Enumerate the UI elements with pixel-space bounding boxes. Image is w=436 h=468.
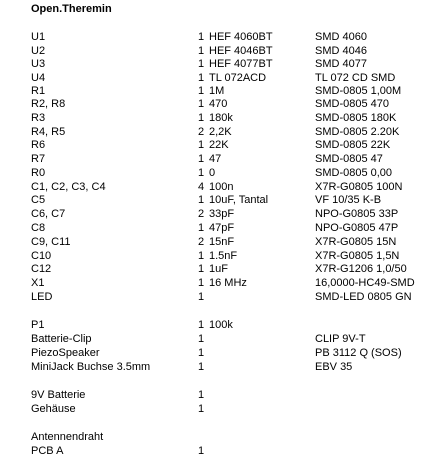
- part-quantity: 1: [198, 58, 205, 70]
- part-value: 180k: [209, 112, 233, 124]
- part-value: 470: [209, 98, 228, 110]
- part-reference: PCB A: [31, 445, 64, 457]
- part-value: 47: [209, 153, 222, 165]
- part-reference: C12: [31, 263, 52, 275]
- table-row: [0, 152, 436, 166]
- part-quantity: 1: [198, 85, 205, 97]
- part-number: SMD-0805 1,00M: [315, 85, 402, 97]
- part-number: SMD-0805 470: [315, 98, 389, 110]
- table-row: [0, 111, 436, 125]
- table-row: [0, 180, 436, 194]
- part-number: X7R-G1206 1,0/50: [315, 263, 407, 275]
- table-row: [0, 71, 436, 85]
- table-row: [0, 84, 436, 98]
- table-row: [0, 97, 436, 111]
- part-quantity: 4: [198, 181, 205, 193]
- table-row: [0, 430, 436, 444]
- part-quantity: 1: [198, 167, 205, 179]
- part-quantity: 1: [198, 347, 205, 359]
- part-quantity: 1: [198, 139, 205, 151]
- part-value: 0: [209, 167, 216, 179]
- table-row: [0, 276, 436, 290]
- part-value: 2,2K: [209, 126, 232, 138]
- part-value: HEF 4046BT: [209, 45, 273, 57]
- table-row: [0, 57, 436, 71]
- part-value: 15nF: [209, 236, 235, 248]
- part-number: 16,0000-HC49-SMD: [315, 277, 415, 289]
- part-value: TL 072ACD: [209, 72, 267, 84]
- part-reference: Batterie-Clip: [31, 333, 92, 345]
- part-reference: PiezoSpeaker: [31, 347, 100, 359]
- part-reference: C5: [31, 194, 46, 206]
- document-title: Open.Theremin: [31, 3, 112, 15]
- part-reference: C6, C7: [31, 208, 66, 220]
- part-number: NPO-G0805 33P: [315, 208, 399, 220]
- part-quantity: 1: [198, 333, 205, 345]
- table-row: [0, 138, 436, 152]
- part-reference: Antennendraht: [31, 431, 104, 443]
- part-quantity: 1: [198, 291, 205, 303]
- part-number: X7R-G0805 100N: [315, 181, 403, 193]
- part-number: SMD 4046: [315, 45, 367, 57]
- part-number: SMD-0805 0,00: [315, 167, 393, 179]
- part-reference: U4: [31, 72, 46, 84]
- part-number: SMD 4077: [315, 58, 367, 70]
- part-reference: P1: [31, 319, 45, 331]
- table-row: [0, 166, 436, 180]
- part-value: HEF 4077BT: [209, 58, 273, 70]
- table-row: [0, 332, 436, 346]
- part-number: X7R-G0805 15N: [315, 236, 397, 248]
- part-quantity: 2: [198, 208, 205, 220]
- part-value: 1uF: [209, 263, 228, 275]
- part-reference: C8: [31, 222, 46, 234]
- part-number: NPO-G0805 47P: [315, 222, 399, 234]
- part-number: EBV 35: [315, 361, 353, 373]
- part-value: 16 MHz: [209, 277, 247, 289]
- part-reference: C10: [31, 250, 52, 262]
- table-row: [0, 125, 436, 139]
- table-row: [0, 402, 436, 416]
- part-reference: C9, C11: [31, 236, 71, 248]
- part-reference: R3: [31, 112, 46, 124]
- table-row: [0, 207, 436, 221]
- part-number: SMD-0805 180K: [315, 112, 397, 124]
- part-quantity: 1: [198, 45, 205, 57]
- part-number: SMD-0805 22K: [315, 139, 391, 151]
- part-reference: U2: [31, 45, 46, 57]
- part-quantity: 1: [198, 72, 205, 84]
- part-number: TL 072 CD SMD: [315, 72, 396, 84]
- part-number: VF 10/35 K-B: [315, 194, 382, 206]
- part-number: SMD-0805 2.20K: [315, 126, 400, 138]
- table-row: [0, 30, 436, 44]
- part-value: 22K: [209, 139, 229, 151]
- part-quantity: 1: [198, 403, 205, 415]
- table-row: [0, 346, 436, 360]
- part-number: PB 3112 Q (SOS): [315, 347, 402, 359]
- part-number: SMD-0805 47: [315, 153, 383, 165]
- part-reference: 9V Batterie: [31, 389, 86, 401]
- part-reference: C1, C2, C3, C4: [31, 181, 106, 193]
- part-value: 100n: [209, 181, 234, 193]
- table-row: [0, 235, 436, 249]
- part-value: HEF 4060BT: [209, 31, 273, 43]
- part-quantity: 1: [198, 153, 205, 165]
- part-quantity: 1: [198, 319, 205, 331]
- part-value: 1M: [209, 85, 225, 97]
- table-row: [0, 290, 436, 304]
- part-quantity: 1: [198, 361, 205, 373]
- part-number: CLIP 9V-T: [315, 333, 366, 345]
- table-row: [0, 249, 436, 263]
- table-row: [0, 360, 436, 374]
- table-row: [0, 262, 436, 276]
- part-quantity: 1: [198, 31, 205, 43]
- part-quantity: 1: [198, 194, 205, 206]
- part-reference: Gehäuse: [31, 403, 76, 415]
- part-reference: R2, R8: [31, 98, 66, 110]
- part-value: 33pF: [209, 208, 235, 220]
- part-reference: LED: [31, 291, 53, 303]
- part-quantity: 1: [198, 112, 205, 124]
- table-row: [0, 44, 436, 58]
- part-reference: R6: [31, 139, 46, 151]
- part-value: 1.5nF: [209, 250, 238, 262]
- table-row: [0, 193, 436, 207]
- table-row: [0, 318, 436, 332]
- part-reference: U1: [31, 31, 46, 43]
- table-row: [0, 221, 436, 235]
- part-reference: X1: [31, 277, 45, 289]
- part-quantity: 2: [198, 236, 205, 248]
- part-quantity: 2: [198, 126, 205, 138]
- part-number: X7R-G0805 1,5N: [315, 250, 400, 262]
- part-number: SMD-LED 0805 GN: [315, 291, 412, 303]
- part-quantity: 1: [198, 389, 205, 401]
- part-reference: R7: [31, 153, 46, 165]
- part-number: SMD 4060: [315, 31, 367, 43]
- part-value: 100k: [209, 319, 233, 331]
- part-reference: R0: [31, 167, 46, 179]
- table-row: [0, 388, 436, 402]
- part-quantity: 1: [198, 222, 205, 234]
- part-quantity: 1: [198, 98, 205, 110]
- part-reference: U3: [31, 58, 46, 70]
- part-reference: R1: [31, 85, 46, 97]
- part-reference: MiniJack Buchse 3.5mm: [31, 361, 151, 373]
- part-quantity: 1: [198, 250, 205, 262]
- part-reference: R4, R5: [31, 126, 66, 138]
- part-quantity: 1: [198, 277, 205, 289]
- part-value: 10uF, Tantal: [209, 194, 269, 206]
- part-value: 47pF: [209, 222, 235, 234]
- table-row: [0, 444, 436, 458]
- part-quantity: 1: [198, 263, 205, 275]
- part-quantity: 1: [198, 445, 205, 457]
